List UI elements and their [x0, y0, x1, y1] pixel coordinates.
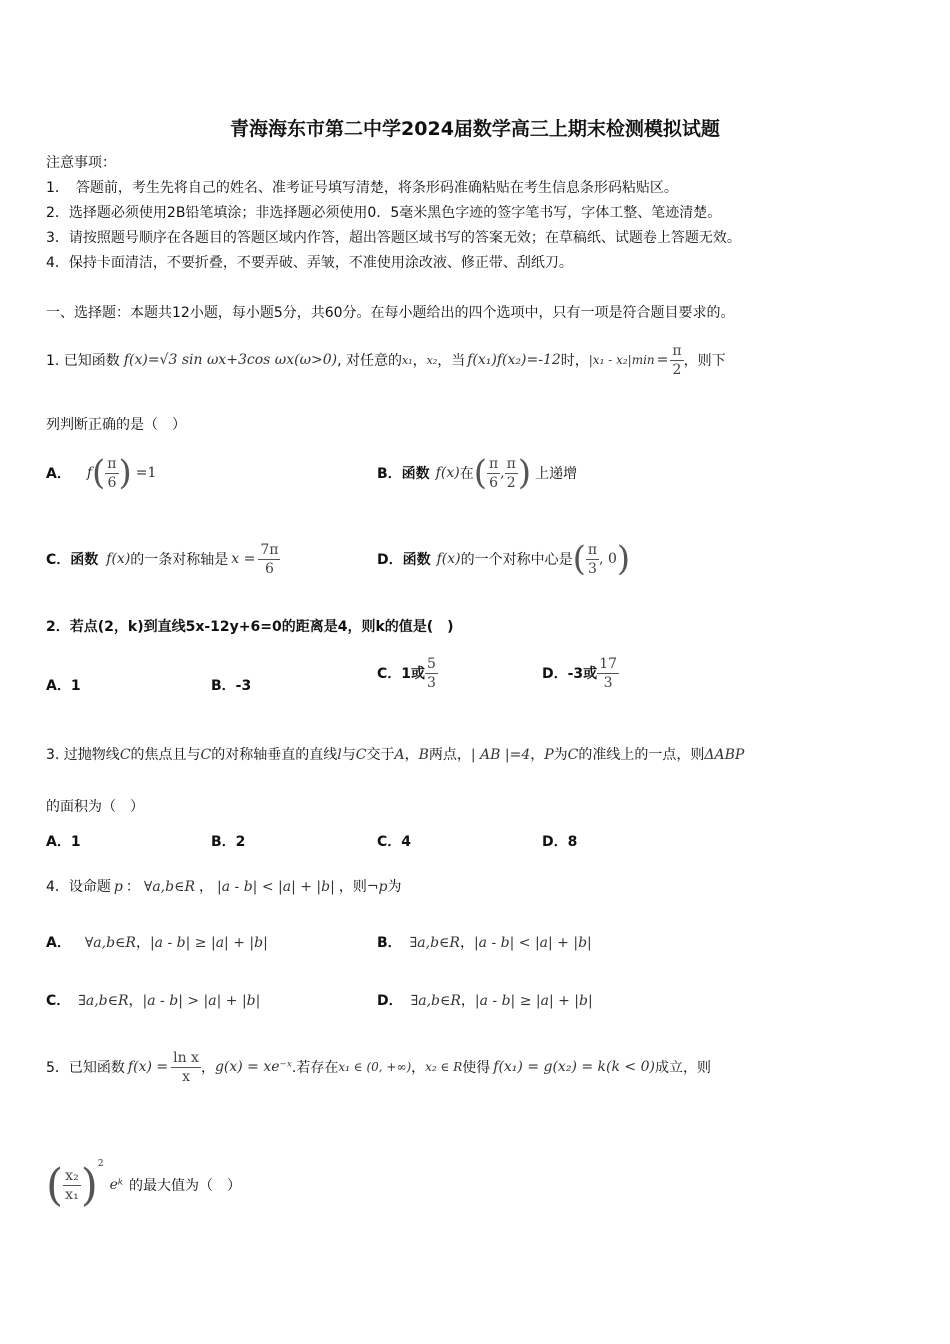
q5-ratio-frac — [63, 1167, 81, 1204]
q1-a-frac — [105, 455, 118, 492]
q2-d-frac — [597, 655, 619, 692]
q2-c-label: C．1或 — [377, 666, 426, 682]
q1-c-den: 6 — [264, 560, 274, 577]
q5-text-4: ， — [411, 1060, 426, 1076]
q4-text-5: 为 — [387, 879, 402, 895]
question-5 — [46, 1044, 711, 1090]
q4-option-b[interactable] — [377, 932, 592, 952]
notice-item-2: 2．选择题必须使用2B铅笔填涂；非选择题必须使用0．5毫米黑色字迹的签字笔书写，字体工整、笔迹清楚。 — [46, 205, 722, 221]
q3-option-d[interactable]: D．8 — [542, 834, 578, 850]
q4-b-label: B． — [377, 935, 402, 951]
q4-a-comma: ， — [135, 935, 150, 951]
q1-d-mid: 的一个对称中心是 — [460, 552, 573, 568]
q3-c2: C — [200, 747, 212, 763]
q1-b-den2: 2 — [506, 474, 516, 491]
q1-d-den: 3 — [588, 560, 597, 577]
q5-exp-k: eᵏ — [109, 1177, 123, 1193]
question-1 — [46, 340, 726, 380]
q1-x1: x₁ — [402, 353, 413, 367]
q3-text-4: 与 — [341, 747, 356, 763]
q3-text-10: 的准线上的一点，则 — [578, 747, 705, 763]
q5-ratio-den: x₁ — [65, 1186, 79, 1203]
q3-p: P — [544, 747, 554, 763]
q1-b-num2: π — [506, 455, 516, 472]
q1-d-label: D．函数 — [377, 552, 431, 568]
q1-c-x: x = — [231, 551, 256, 567]
q1-text-6: ，则下 — [683, 353, 726, 369]
q5-text-3: .若存在 — [291, 1060, 339, 1076]
q1-d-rparen: ) — [616, 539, 631, 579]
q3-a: A — [394, 747, 405, 763]
q1-a-lparen: ( — [92, 453, 106, 493]
q3-text-2: 的焦点且与 — [130, 747, 201, 763]
notice-item-1: 1． 答题前，考生先将自己的姓名、准考证号填写清楚，将条形码准确粘贴在考生信息条形码粘贴区。 — [46, 180, 678, 196]
q5-lparen: ( — [46, 1159, 64, 1211]
q2-option-b[interactable]: B．-3 — [211, 678, 252, 694]
q4-d-quantifier: ∃a,b∈R — [410, 993, 461, 1009]
q1-c-num: 7π — [260, 541, 279, 558]
q1-b-comma: , — [500, 465, 505, 481]
q5-equation: f(x₁) = g(x₂) = k(k < 0) — [493, 1059, 655, 1075]
q1-d-frac — [586, 541, 599, 578]
q1-a-label: A． — [46, 466, 71, 482]
q1-option-d[interactable] — [377, 536, 630, 582]
q4-p: p — [113, 879, 123, 895]
q4-text-2: ： — [125, 879, 140, 895]
q1-text-4: ，当 — [437, 353, 466, 369]
q1-b-den1: 6 — [489, 474, 499, 491]
q1-pi-over-2 — [670, 342, 683, 379]
q1-b-frac-2 — [505, 455, 518, 492]
q5-f-lhs: f(x) = — [127, 1059, 169, 1075]
q3-c3: C — [355, 747, 367, 763]
q5-tail: 的最大值为（ ） — [129, 1178, 241, 1194]
question-3 — [46, 744, 744, 764]
q5-text-6: 成立，则 — [654, 1060, 711, 1076]
q1-text-3: ， — [412, 353, 427, 369]
q1-min-diff: |x₁ - x₂|min — [588, 353, 655, 367]
q5-ratio-num: x₂ — [65, 1167, 79, 1184]
q4-d-label: D． — [377, 993, 403, 1009]
q5-expression-line — [46, 1155, 241, 1215]
q5-f-num: ln x — [173, 1049, 199, 1066]
q4-a-quantifier: ∀a,b∈R — [84, 935, 136, 951]
q3-text-5: 交于 — [366, 747, 395, 763]
notice-item-3: 3．请按照题号顺序在各题目的答题区域内作答，超出答题区域书写的答案无效；在草稿纸、试题卷上答题无效。 — [46, 230, 741, 246]
q3-option-a[interactable]: A．1 — [46, 834, 81, 850]
notice-item-4: 4．保持卡面清洁，不要折叠，不要弄破、弄皱，不准使用涂改液、修正带、刮纸刀。 — [46, 255, 573, 271]
q4-d-inequality: |a - b| ≥ |a| + |b| — [474, 993, 593, 1009]
q4-d-comma: ， — [460, 993, 475, 1009]
q1-d-lparen: ( — [572, 539, 586, 579]
q1-b-in: 在 — [459, 466, 474, 482]
page-title: 青海海东市第二中学2024届数学高三上期末检测模拟试题 — [230, 118, 720, 140]
q5-f-frac — [171, 1049, 201, 1086]
q4-a-label: A． — [46, 935, 71, 951]
q4-c-inequality: |a - b| > |a| + |b| — [142, 993, 261, 1009]
q4-inequality: |a - b| < |a| + |b| — [217, 879, 335, 895]
q5-g: g(x) = xe⁻ˣ — [214, 1059, 292, 1075]
q1-c-f: f(x) — [106, 551, 131, 567]
q2-d-label: D．-3或 — [542, 666, 598, 682]
q1-a-den: 6 — [107, 474, 117, 491]
q5-text-2: ， — [200, 1060, 215, 1076]
q1-x2: x₂ — [426, 353, 438, 367]
q4-c-quantifier: ∃a,b∈R — [78, 993, 129, 1009]
section-header: 一、选择题：本题共12小题，每小题5分，共60分。在每小题给出的四个选项中，只有一项是符合题目要求的。 — [46, 305, 735, 321]
q1-text-5: 时， — [560, 353, 589, 369]
q4-option-c[interactable] — [46, 990, 260, 1010]
q1-c-label: C．函数 — [46, 552, 99, 568]
q2-option-d[interactable] — [542, 650, 619, 696]
q4-option-a[interactable] — [46, 932, 268, 952]
q3-c4: C — [567, 747, 579, 763]
q4-b-comma: ， — [459, 935, 474, 951]
q1-b-tail: 上递增 — [535, 466, 578, 482]
question-4 — [46, 876, 402, 896]
q1-a-num: π — [107, 455, 117, 472]
q3-text-1: 3. 过抛物线 — [46, 747, 120, 763]
q3-c1: C — [119, 747, 131, 763]
q1-continuation: 列判断正确的是（ ） — [46, 417, 186, 433]
q3-text-7: 两点， — [428, 747, 471, 763]
q3-option-b[interactable]: B．2 — [211, 834, 246, 850]
q1-frac-den: 2 — [672, 361, 682, 378]
notice-header: 注意事项： — [46, 155, 116, 171]
q5-rparen: ) — [80, 1159, 98, 1211]
q4-option-d[interactable] — [377, 990, 593, 1010]
q4-not-p: ¬p — [366, 879, 388, 895]
q1-c-mid: 的一条对称轴是 — [130, 552, 229, 568]
q5-power: 2 — [97, 1159, 104, 1169]
q1-b-f: f(x) — [435, 465, 460, 481]
q3-text-8: ， — [530, 747, 545, 763]
q2-c-den: 3 — [427, 674, 436, 691]
q2-c-frac — [425, 655, 438, 692]
q4-c-label: C． — [46, 993, 71, 1009]
q4-text-4: ，则 — [338, 879, 367, 895]
q3-text-3: 的对称轴垂直的直线 — [211, 747, 338, 763]
question-2: 2．若点(2，k)到直线5x-12y+6=0的距离是4，则k的值是( ) — [46, 619, 454, 635]
q3-text-6: ， — [404, 747, 419, 763]
q1-d-tail: , 0 — [599, 551, 617, 567]
q1-b-frac-1 — [487, 455, 500, 492]
q3-option-c[interactable]: C．4 — [377, 834, 412, 850]
q1-b-label: B．函数 — [377, 466, 430, 482]
q3-continuation: 的面积为（ ） — [46, 799, 144, 815]
q2-option-a[interactable]: A．1 — [46, 678, 81, 694]
q2-c-num: 5 — [427, 655, 436, 672]
q1-function: f(x)=√3 sin ωx+3cos ωx(ω>0) — [123, 352, 338, 368]
q4-text-1: 4．设命题 — [46, 879, 111, 895]
q5-f-den: x — [182, 1068, 190, 1085]
q5-x1-set: x₁ ∈ (0, +∞) — [338, 1060, 412, 1074]
q4-text-3: ， — [199, 879, 214, 895]
q4-b-quantifier: ∃a,b∈R — [409, 935, 460, 951]
q3-b: B — [418, 747, 429, 763]
q5-text-1: 5．已知函数 — [46, 1060, 125, 1076]
q5-text-5: 使得 — [462, 1060, 491, 1076]
q2-d-den: 3 — [603, 674, 613, 691]
q1-option-a[interactable] — [46, 450, 156, 496]
q1-c-frac — [258, 541, 280, 578]
q1-b-lparen: ( — [473, 453, 487, 493]
q2-d-num: 17 — [599, 655, 618, 672]
q4-c-comma: ， — [128, 993, 143, 1009]
q3-triangle: ΔABP — [704, 747, 745, 763]
q1-frac-num: π — [672, 342, 682, 359]
q3-l: l — [337, 747, 342, 763]
q1-a-eq: =1 — [135, 465, 157, 481]
q1-b-num1: π — [488, 455, 499, 472]
q1-option-b[interactable] — [377, 450, 577, 496]
q4-a-inequality: |a - b| ≥ |a| + |b| — [149, 935, 268, 951]
q4-b-inequality: |a - b| < |a| + |b| — [473, 935, 592, 951]
q3-text-9: 为 — [553, 747, 568, 763]
q1-option-c[interactable] — [46, 536, 280, 582]
q5-x2-set: x₂ ∈ R — [425, 1060, 463, 1074]
q1-d-f: f(x) — [436, 551, 461, 567]
q1-b-rparen: ) — [517, 453, 532, 493]
q1-a-f: f — [86, 465, 93, 481]
q1-condition: f(x₁)f(x₂)=-12 — [467, 352, 561, 368]
q1-d-num: π — [587, 541, 598, 558]
q2-option-c[interactable] — [377, 650, 438, 696]
q3-ab: | AB |=4 — [470, 747, 531, 763]
q1-equals: = — [656, 352, 669, 368]
q1-text-1: 1. 已知函数 — [46, 353, 120, 369]
q4-forall: ∀a,b∈R — [143, 879, 196, 895]
q1-a-rparen: ) — [118, 453, 132, 493]
q1-text-2: , 对任意的 — [337, 353, 402, 369]
